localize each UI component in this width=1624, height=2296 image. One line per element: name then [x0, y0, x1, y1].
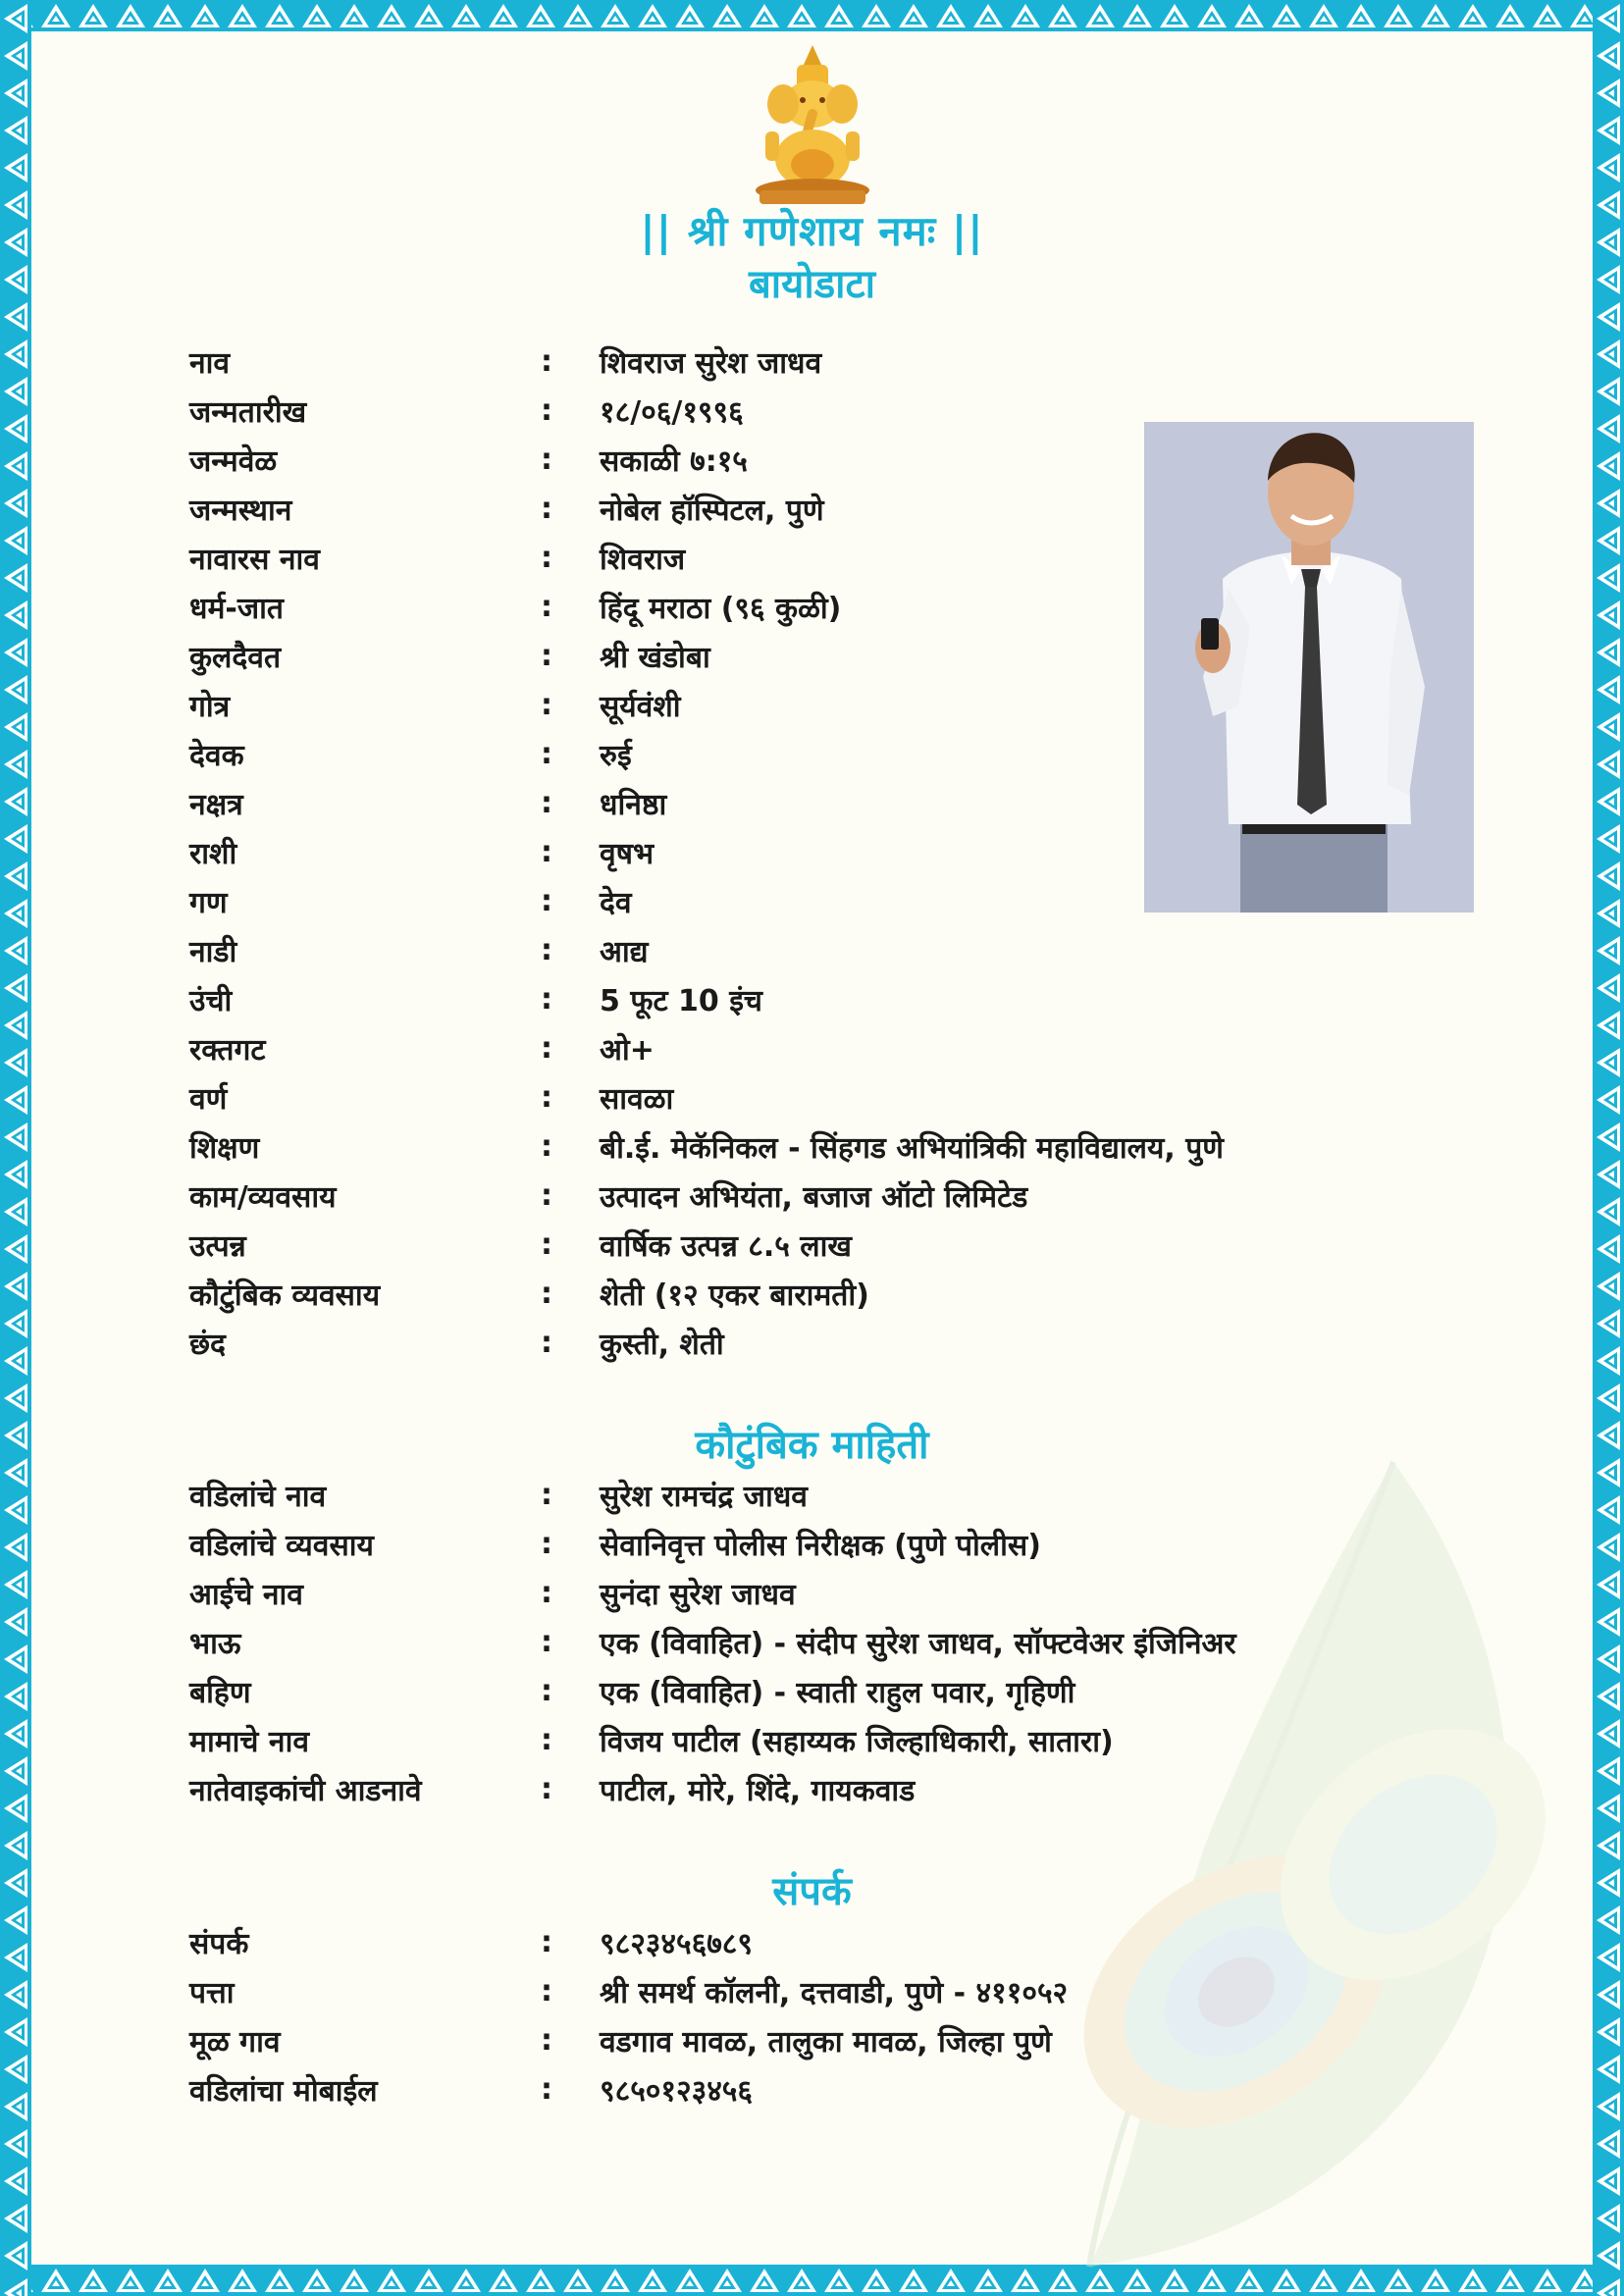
- page-title: बायोडाटा: [748, 262, 876, 307]
- detail-value: आद्य: [600, 934, 649, 969]
- detail-value: 5 फूट 10 इंच: [600, 983, 762, 1018]
- detail-label: उंची: [189, 983, 233, 1018]
- detail-separator: :: [541, 981, 552, 1017]
- detail-row: [189, 680, 1465, 729]
- detail-value: श्री समर्थ कॉलनी, दत्तवाडी, पुणे - ४११०५२: [600, 1975, 1069, 2010]
- detail-row: [189, 729, 1465, 778]
- detail-value: एक (विवाहित) - स्वाती राहुल पवार, गृहिणी: [600, 1675, 1075, 1710]
- ganesha-icon: [744, 43, 881, 208]
- detail-separator: :: [541, 2071, 552, 2107]
- detail-value: उत्पादन अभियंता, बजाज ऑटो लिमिटेड: [600, 1179, 1028, 1215]
- detail-label: गोत्र: [189, 689, 231, 724]
- detail-row: [189, 1966, 1465, 2015]
- detail-label: बहिण: [189, 1675, 251, 1710]
- detail-row: [189, 582, 1465, 631]
- detail-separator: :: [541, 687, 552, 722]
- detail-separator: :: [541, 540, 552, 575]
- detail-separator: :: [541, 1226, 552, 1262]
- detail-label: मामाचे नाव: [189, 1724, 310, 1759]
- detail-label: उत्पन्न: [189, 1228, 246, 1264]
- detail-separator: :: [541, 932, 552, 967]
- detail-label: राशी: [189, 836, 237, 871]
- detail-row: [189, 1715, 1465, 1764]
- detail-label: जन्मवेळ: [189, 444, 278, 479]
- detail-row: [189, 484, 1465, 533]
- detail-label: वडिलांचे नाव: [189, 1479, 327, 1514]
- detail-label: गण: [189, 885, 228, 920]
- detail-value: सकाळी ७:१५: [600, 444, 748, 479]
- detail-row: [189, 435, 1465, 484]
- detail-value: नोबेल हॉस्पिटल, पुणे: [600, 493, 824, 528]
- detail-label: वडिलांचे व्यवसाय: [189, 1528, 374, 1563]
- detail-separator: :: [541, 1973, 552, 2009]
- detail-row: [189, 1666, 1465, 1715]
- detail-separator: :: [541, 1771, 552, 1806]
- detail-value: ९८५०१२३४५६: [600, 2073, 753, 2109]
- detail-row: [189, 827, 1465, 876]
- detail-separator: :: [541, 343, 552, 379]
- detail-value: शिवराज: [600, 542, 686, 577]
- detail-value: वार्षिक उत्पन्न ८.५ लाख: [600, 1228, 852, 1264]
- detail-value: सूर्यवंशी: [600, 689, 681, 724]
- detail-label: छंद: [189, 1327, 226, 1362]
- border-right: [1593, 0, 1624, 2296]
- border-left: [0, 0, 31, 2296]
- detail-row: [189, 2015, 1465, 2064]
- detail-separator: :: [541, 1624, 552, 1659]
- detail-separator: :: [541, 442, 552, 477]
- detail-row: [189, 1269, 1465, 1318]
- detail-value: कुस्ती, शेती: [600, 1327, 724, 1362]
- detail-row: [189, 337, 1465, 386]
- detail-value: ओ+: [600, 1032, 655, 1068]
- detail-row: [189, 1519, 1465, 1568]
- detail-value: सुरेश रामचंद्र जाधव: [600, 1479, 808, 1514]
- detail-row: [189, 2064, 1465, 2113]
- detail-separator: :: [541, 1526, 552, 1561]
- detail-separator: :: [541, 1177, 552, 1213]
- detail-value: सेवानिवृत्त पोलीस निरीक्षक (पुणे पोलीस): [600, 1528, 1041, 1563]
- detail-label: रक्तगट: [189, 1032, 266, 1068]
- detail-label: मूळ गाव: [189, 2024, 281, 2060]
- detail-separator: :: [541, 1128, 552, 1164]
- detail-separator: :: [541, 1276, 552, 1311]
- detail-label: नातेवाइकांची आडनावे: [189, 1773, 422, 1808]
- detail-value: श्री खंडोबा: [600, 640, 710, 675]
- detail-label: काम/व्यवसाय: [189, 1179, 337, 1215]
- detail-separator: :: [541, 491, 552, 526]
- invocation-heading: || श्री गणेशाय नमः ||: [640, 207, 984, 255]
- family-section-title: कौटुंबिक माहिती: [695, 1423, 929, 1468]
- detail-row: [189, 925, 1465, 974]
- detail-label: कुलदैवत: [189, 640, 282, 675]
- detail-separator: :: [541, 1575, 552, 1610]
- detail-row: [189, 533, 1465, 582]
- detail-row: [189, 876, 1465, 925]
- detail-row: [189, 631, 1465, 680]
- detail-label: वर्ण: [189, 1081, 228, 1117]
- detail-separator: :: [541, 1030, 552, 1066]
- detail-value: धनिष्ठा: [600, 787, 667, 822]
- detail-separator: :: [541, 1924, 552, 1959]
- detail-value: हिंदू मराठा (९६ कुळी): [600, 591, 842, 626]
- detail-value: १८/०६/१९९६: [600, 394, 744, 430]
- detail-value: ९८२३४५६७८९: [600, 1926, 753, 1961]
- detail-value: वृषभ: [600, 836, 655, 871]
- detail-label: कौटुंबिक व्यवसाय: [189, 1278, 381, 1313]
- detail-value: देव: [600, 885, 632, 920]
- personal-details: [189, 337, 1465, 1367]
- detail-value: वडगाव मावळ, तालुका मावळ, जिल्हा पुणे: [600, 2024, 1052, 2060]
- detail-row: [189, 1470, 1465, 1519]
- detail-value: विजय पाटील (सहाय्यक जिल्हाधिकारी, सातारा): [600, 1724, 1114, 1759]
- contact-section-title: संपर्क: [772, 1869, 852, 1914]
- detail-row: [189, 974, 1465, 1023]
- detail-separator: :: [541, 736, 552, 771]
- detail-row: [189, 1171, 1465, 1220]
- detail-label: नाडी: [189, 934, 237, 969]
- detail-label: जन्मस्थान: [189, 493, 292, 528]
- detail-value: शिवराज सुरेश जाधव: [600, 345, 822, 381]
- detail-row: [189, 1568, 1465, 1617]
- detail-label: वडिलांचा मोबाईल: [189, 2073, 378, 2109]
- detail-row: [189, 1617, 1465, 1666]
- detail-row: [189, 778, 1465, 827]
- detail-value: रुई: [600, 738, 632, 773]
- detail-row: [189, 386, 1465, 435]
- detail-label: धर्म-जात: [189, 591, 284, 626]
- detail-label: जन्मतारीख: [189, 394, 307, 430]
- detail-row: [189, 1917, 1465, 1966]
- detail-separator: :: [541, 2022, 552, 2058]
- detail-label: भाऊ: [189, 1626, 241, 1661]
- detail-separator: :: [541, 883, 552, 918]
- detail-separator: :: [541, 392, 552, 428]
- detail-value: बी.ई. मेकॅनिकल - सिंहगड अभियांत्रिकी महाविद्यालय, पुणे: [600, 1130, 1224, 1166]
- detail-row: [189, 1220, 1465, 1269]
- detail-value: शेती (१२ एकर बारामती): [600, 1278, 869, 1313]
- detail-value: एक (विवाहित) - संदीप सुरेश जाधव, सॉफ्टवेअर इंजिनिअर: [600, 1626, 1236, 1661]
- detail-separator: :: [541, 1673, 552, 1708]
- detail-separator: :: [541, 1079, 552, 1115]
- detail-separator: :: [541, 785, 552, 820]
- detail-row: [189, 1072, 1465, 1122]
- detail-label: पत्ता: [189, 1975, 235, 2010]
- contact-details: [189, 1917, 1465, 2113]
- detail-label: नाव: [189, 345, 231, 381]
- family-details: [189, 1470, 1465, 1813]
- detail-label: देवक: [189, 738, 244, 773]
- detail-label: आईचे नाव: [189, 1577, 303, 1612]
- detail-label: नक्षत्र: [189, 787, 243, 822]
- detail-label: शिक्षण: [189, 1130, 260, 1166]
- detail-value: सुनंदा सुरेश जाधव: [600, 1577, 796, 1612]
- detail-label: संपर्क: [189, 1926, 249, 1961]
- detail-label: नावारस नाव: [189, 542, 320, 577]
- detail-separator: :: [541, 638, 552, 673]
- detail-separator: :: [541, 589, 552, 624]
- detail-value: पाटील, मोरे, शिंदे, गायकवाड: [600, 1773, 916, 1808]
- detail-row: [189, 1122, 1465, 1171]
- detail-row: [189, 1318, 1465, 1367]
- detail-value: सावळा: [600, 1081, 674, 1117]
- detail-separator: :: [541, 834, 552, 869]
- border-top: [0, 0, 1624, 31]
- detail-row: [189, 1023, 1465, 1072]
- detail-separator: :: [541, 1722, 552, 1757]
- detail-separator: :: [541, 1325, 552, 1360]
- detail-separator: :: [541, 1477, 552, 1512]
- detail-row: [189, 1764, 1465, 1813]
